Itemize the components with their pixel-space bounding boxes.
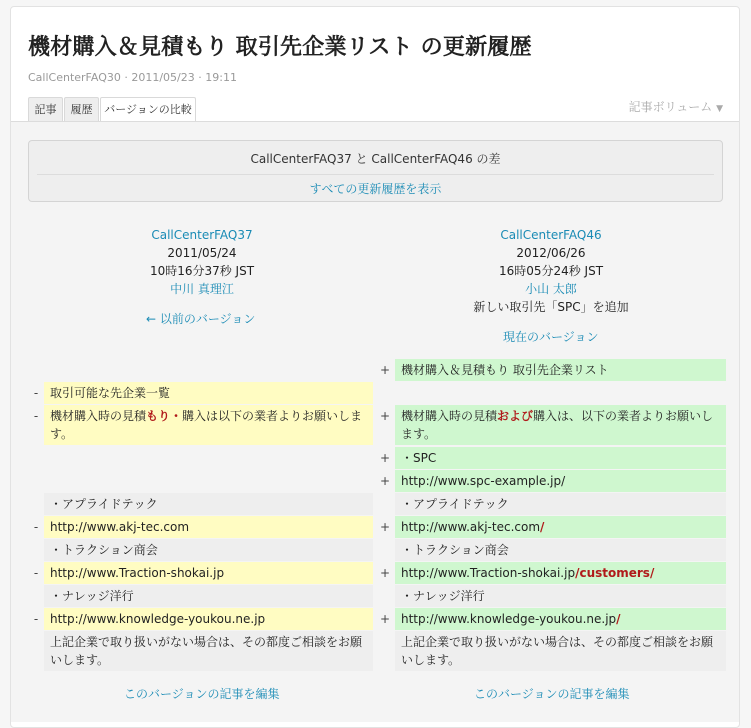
new-version-time: 16時05分24秒 JST <box>498 264 604 278</box>
diff-line-context: 上記企業で取り扱いがない場合は、その都度ご相談をお願いします。 <box>395 631 726 671</box>
diff-text-added: および <box>497 409 534 423</box>
page-title: 機材購入＆見積もり 取引先企業リスト の更新履歴 <box>28 35 532 60</box>
diff-line-context: ・ナレッジ洋行 <box>395 585 726 607</box>
tab-compare-versions[interactable]: バージョンの比較 <box>100 97 196 123</box>
removed-marker: - <box>33 520 39 534</box>
article-volume-dropdown[interactable] <box>629 98 723 115</box>
tab-history[interactable]: 履歴 <box>64 97 99 121</box>
diff-text-removed: もり・ <box>146 409 183 423</box>
added-marker: + <box>379 451 391 465</box>
diff-line-removed: http://www.knowledge-youkou.ne.jp <box>44 608 373 630</box>
removed-marker: - <box>33 386 39 400</box>
diff-line-removed <box>44 405 373 445</box>
diff-line-context: ・トラクション商会 <box>44 539 373 561</box>
diff-line-added <box>395 405 726 445</box>
diff-text-added: / <box>616 612 621 626</box>
removed-marker: - <box>33 566 39 580</box>
diff-text: http://www.Traction-shokai.jp <box>401 566 576 580</box>
diff-text: 購入は、以下の業者よりお願いします。 <box>401 409 714 441</box>
diff-line-added: ・SPC <box>395 447 726 469</box>
diff-line-added: 機材購入＆見積もり 取引先企業リスト <box>395 359 726 381</box>
diff-summary-box <box>28 140 723 202</box>
removed-marker: - <box>33 612 39 626</box>
page-meta: CallCenterFAQ30 · 2011/05/23 · 19:11 <box>28 71 237 84</box>
chevron-down-icon: ▼ <box>716 104 723 114</box>
tab-article[interactable]: 記事 <box>28 97 63 121</box>
diff-text: 機材購入時の見積 <box>401 409 498 423</box>
added-marker: + <box>379 520 391 534</box>
added-marker: + <box>379 612 391 626</box>
divider <box>37 174 714 175</box>
show-all-history-link[interactable]: すべての更新履歴を表示 <box>309 182 442 196</box>
old-version-author-name[interactable]: 中川 真理江 <box>170 282 234 296</box>
diff-summary-title: CallCenterFAQ37 と CallCenterFAQ46 の差 <box>250 152 501 166</box>
added-marker: + <box>379 474 391 488</box>
removed-marker: - <box>33 409 39 423</box>
current-version-link[interactable]: 現在のバージョン <box>503 330 599 344</box>
new-version-author-id[interactable]: CallCenterFAQ46 <box>500 228 602 242</box>
diff-line-context: 上記企業で取り扱いがない場合は、その都度ご相談をお願いします。 <box>44 631 373 671</box>
diff-line-added: http://www.spc-example.jp/ <box>395 470 726 492</box>
edit-new-version-link[interactable]: このバージョンの記事を編集 <box>474 687 630 701</box>
diff-text-added: / <box>540 520 545 534</box>
old-version-date: 2011/05/24 <box>167 246 237 260</box>
diff-line-context: ・ナレッジ洋行 <box>44 585 373 607</box>
new-version-comment: 新しい取引先「SPC」を追加 <box>473 300 629 314</box>
diff-line-added <box>395 516 726 538</box>
diff-line-context: ・アプライドテック <box>395 493 726 515</box>
diff-line-removed: http://www.akj-tec.com <box>44 516 373 538</box>
diff-line-added <box>395 608 726 630</box>
old-version-info <box>32 226 372 298</box>
added-marker: + <box>379 566 391 580</box>
diff-line-context: ・アプライドテック <box>44 493 373 515</box>
diff-text: 購入は以下の業者よりお願いします。 <box>50 409 363 441</box>
added-marker: + <box>379 363 391 377</box>
diff-line-added <box>395 562 726 584</box>
article-volume-label: 記事ボリューム <box>628 100 713 114</box>
diff-line-removed: 取引可能な先企業一覧 <box>44 382 373 404</box>
diff-text: http://www.akj-tec.com <box>401 520 541 534</box>
new-version-date: 2012/06/26 <box>516 246 586 260</box>
new-version-author-name[interactable]: 小山 太郎 <box>525 282 577 296</box>
old-version-author-id[interactable]: CallCenterFAQ37 <box>151 228 253 242</box>
old-version-time: 10時16分37秒 JST <box>149 264 255 278</box>
diff-line-context: ・トラクション商会 <box>395 539 726 561</box>
edit-old-version-link[interactable]: このバージョンの記事を編集 <box>124 687 280 701</box>
diff-text: 機材購入時の見積 <box>50 409 147 423</box>
diff-text: http://www.knowledge-youkou.ne.jp <box>401 612 617 626</box>
previous-version-link[interactable]: ← 以前のバージョン <box>146 312 256 326</box>
diff-line-removed: http://www.Traction-shokai.jp <box>44 562 373 584</box>
diff-text-added: /customers/ <box>575 566 655 580</box>
added-marker: + <box>379 409 391 423</box>
new-version-info <box>381 226 721 316</box>
